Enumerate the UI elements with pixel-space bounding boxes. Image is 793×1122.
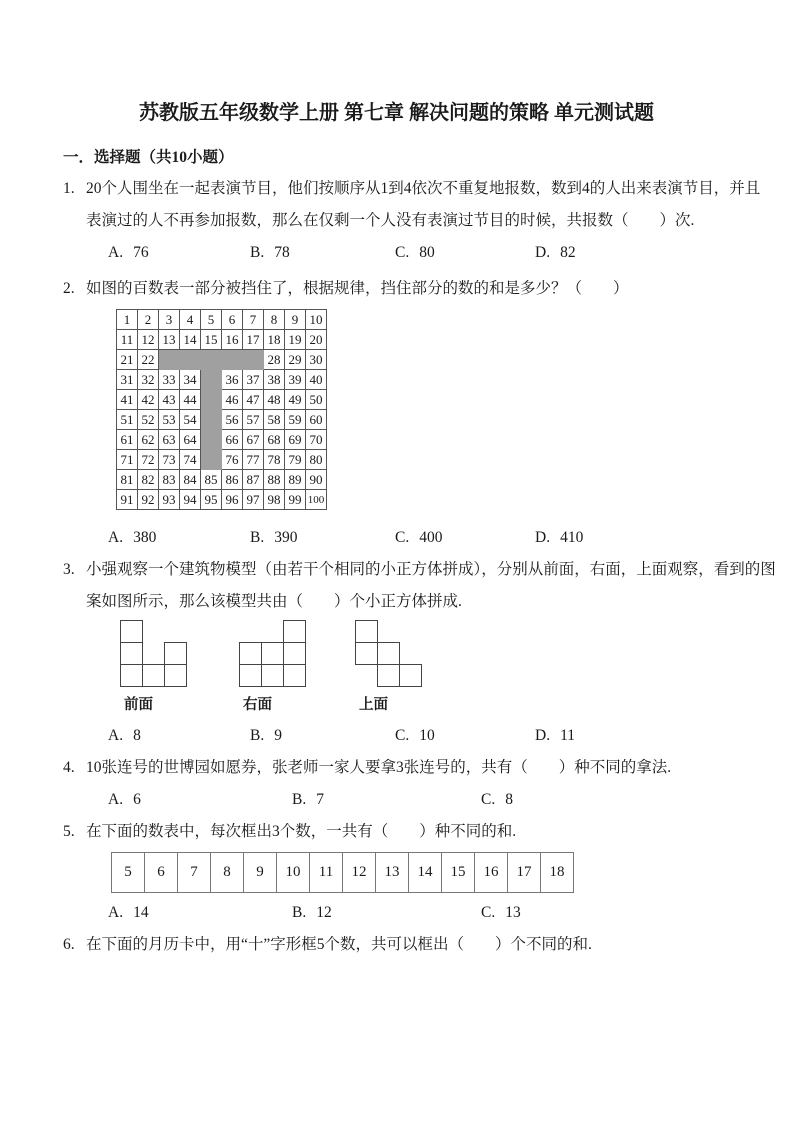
option-c xyxy=(481,897,521,929)
option-c xyxy=(395,522,535,554)
number-cell: 76 xyxy=(222,450,243,470)
number-cell: 19 xyxy=(285,330,306,350)
option-value: 380 xyxy=(133,529,157,546)
option-label: A. xyxy=(108,904,124,921)
view-square xyxy=(164,642,187,665)
number-cell: 95 xyxy=(201,490,222,510)
option-d xyxy=(535,720,575,752)
number-cell: 7 xyxy=(243,310,264,330)
strip-cell: 6 xyxy=(145,853,178,893)
covered-cell xyxy=(159,350,180,370)
question-text-line: 20个人围坐在一起表演节目，他们按顺序从1到4依次不重复地报数，数到4的人出来表演节目，并且 xyxy=(86,180,761,197)
number-cell: 90 xyxy=(306,470,327,490)
number-cell: 89 xyxy=(285,470,306,490)
question-text-line: 表演过的人不再参加报数，那么在仅剩一个人没有表演过节目的时候，共报数（ ）次. xyxy=(86,212,695,229)
option-label: B. xyxy=(292,791,307,808)
question-text-line: 案如图所示，那么该模型共由（ ）个小正方体拼成. xyxy=(86,593,462,610)
option-label: B. xyxy=(250,529,265,546)
number-cell: 42 xyxy=(138,390,159,410)
covered-cell xyxy=(222,350,243,370)
number-cell: 56 xyxy=(222,410,243,430)
question-number: 5. xyxy=(63,823,75,840)
number-cell: 18 xyxy=(264,330,285,350)
hundred-table-row xyxy=(117,330,327,350)
option-value: 7 xyxy=(316,791,324,808)
number-cell: 91 xyxy=(117,490,138,510)
number-cell: 1 xyxy=(117,310,138,330)
number-cell: 82 xyxy=(138,470,159,490)
strip-cell: 16 xyxy=(475,853,508,893)
option-label: D. xyxy=(535,244,551,261)
hundred-table-row xyxy=(117,390,327,410)
option-c xyxy=(395,237,535,269)
option-value: 80 xyxy=(419,244,435,261)
view-square xyxy=(239,664,262,687)
option-label: A. xyxy=(108,791,124,808)
option-value: 13 xyxy=(505,904,521,921)
view-square xyxy=(164,664,187,687)
option-value: 6 xyxy=(133,791,141,808)
number-cell: 37 xyxy=(243,370,264,390)
number-cell: 94 xyxy=(180,490,201,510)
number-cell: 83 xyxy=(159,470,180,490)
section-heading: 一．选择题（共10小题） xyxy=(63,149,234,166)
number-cell: 6 xyxy=(222,310,243,330)
page-title: 苏教版五年级数学上册 第七章 解决问题的策略 单元测试题 xyxy=(139,102,654,124)
strip-cell: 14 xyxy=(409,853,442,893)
number-cell: 12 xyxy=(138,330,159,350)
number-cell: 51 xyxy=(117,410,138,430)
number-cell: 47 xyxy=(243,390,264,410)
number-cell: 68 xyxy=(264,430,285,450)
covered-cell xyxy=(201,370,222,390)
view-shape xyxy=(239,620,307,688)
number-cell: 92 xyxy=(138,490,159,510)
number-cell: 14 xyxy=(180,330,201,350)
option-value: 400 xyxy=(419,529,443,546)
view-square xyxy=(142,664,165,687)
covered-cell xyxy=(201,450,222,470)
number-cell: 79 xyxy=(285,450,306,470)
hundred-table-row xyxy=(117,310,327,330)
number-cell: 57 xyxy=(243,410,264,430)
number-cell: 98 xyxy=(264,490,285,510)
number-cell: 30 xyxy=(306,350,327,370)
number-cell: 61 xyxy=(117,430,138,450)
question-text-line: 在下面的数表中，每次框出3个数，一共有（ ）种不同的和. xyxy=(86,823,517,840)
number-cell: 85 xyxy=(201,470,222,490)
number-cell: 93 xyxy=(159,490,180,510)
option-label: C. xyxy=(481,791,496,808)
number-cell: 29 xyxy=(285,350,306,370)
number-cell: 39 xyxy=(285,370,306,390)
question-number: 6. xyxy=(63,936,75,953)
strip-cell: 12 xyxy=(343,853,376,893)
strip-cell: 11 xyxy=(310,853,343,893)
option-d xyxy=(535,237,576,269)
three-views-figure xyxy=(86,620,753,714)
number-cell: 3 xyxy=(159,310,180,330)
view-square xyxy=(283,642,306,665)
option-label: B. xyxy=(250,244,265,261)
view-label: 前面 xyxy=(124,697,153,713)
option-d xyxy=(535,522,583,554)
option-a xyxy=(108,784,292,816)
question-text-line: 如图的百数表一部分被挡住了，根据规律，挡住部分的数的和是多少？（ ） xyxy=(86,280,629,297)
view-square xyxy=(120,620,143,643)
question-number: 3. xyxy=(63,561,75,578)
covered-cell xyxy=(180,350,201,370)
number-cell: 52 xyxy=(138,410,159,430)
number-cell: 48 xyxy=(264,390,285,410)
option-value: 410 xyxy=(560,529,584,546)
option-a xyxy=(108,237,250,269)
option-value: 78 xyxy=(274,244,290,261)
number-cell: 78 xyxy=(264,450,285,470)
options-row xyxy=(86,522,753,554)
covered-cell xyxy=(201,390,222,410)
question-5 xyxy=(63,816,753,929)
option-value: 11 xyxy=(560,727,576,744)
hundred-table-row xyxy=(117,350,327,370)
number-cell: 73 xyxy=(159,450,180,470)
option-label: A. xyxy=(108,727,124,744)
strip-cell: 8 xyxy=(211,853,244,893)
number-cell: 15 xyxy=(201,330,222,350)
covered-cell xyxy=(201,350,222,370)
view-square xyxy=(283,664,306,687)
option-value: 8 xyxy=(133,727,141,744)
option-value: 76 xyxy=(133,244,149,261)
number-cell: 40 xyxy=(306,370,327,390)
covered-cell xyxy=(201,430,222,450)
option-c xyxy=(481,784,513,816)
option-value: 10 xyxy=(419,727,435,744)
option-value: 9 xyxy=(274,727,282,744)
view-square xyxy=(261,642,284,665)
number-cell: 63 xyxy=(159,430,180,450)
view-square xyxy=(377,664,400,687)
view-square xyxy=(377,642,400,665)
number-cell: 32 xyxy=(138,370,159,390)
option-label: D. xyxy=(535,529,551,546)
hundred-table-row xyxy=(117,370,327,390)
hundred-table-row xyxy=(117,450,327,470)
number-cell: 4 xyxy=(180,310,201,330)
options-row xyxy=(86,237,753,269)
number-cell: 22 xyxy=(138,350,159,370)
number-cell: 67 xyxy=(243,430,264,450)
number-cell: 34 xyxy=(180,370,201,390)
number-cell: 17 xyxy=(243,330,264,350)
view-shape xyxy=(120,620,188,688)
number-cell: 44 xyxy=(180,390,201,410)
strip-cell: 5 xyxy=(112,853,145,893)
number-cell: 62 xyxy=(138,430,159,450)
option-label: B. xyxy=(292,904,307,921)
option-value: 82 xyxy=(560,244,576,261)
number-cell: 80 xyxy=(306,450,327,470)
number-cell: 77 xyxy=(243,450,264,470)
option-label: C. xyxy=(481,904,496,921)
number-cell: 41 xyxy=(117,390,138,410)
option-a xyxy=(108,522,250,554)
option-b xyxy=(292,897,481,929)
view-label: 上面 xyxy=(359,697,388,713)
number-cell: 33 xyxy=(159,370,180,390)
option-label: D. xyxy=(535,727,551,744)
number-cell: 13 xyxy=(159,330,180,350)
options-row xyxy=(86,720,753,752)
number-cell: 50 xyxy=(306,390,327,410)
option-b xyxy=(250,237,395,269)
strip-cell: 7 xyxy=(178,853,211,893)
option-a xyxy=(108,720,250,752)
covered-cell xyxy=(243,350,264,370)
number-cell: 2 xyxy=(138,310,159,330)
number-cell: 74 xyxy=(180,450,201,470)
number-cell: 11 xyxy=(117,330,138,350)
number-cell: 16 xyxy=(222,330,243,350)
number-cell: 59 xyxy=(285,410,306,430)
number-cell: 9 xyxy=(285,310,306,330)
question-3 xyxy=(63,554,776,752)
question-6 xyxy=(63,929,753,961)
number-cell: 97 xyxy=(243,490,264,510)
view-shape xyxy=(355,620,423,688)
question-1 xyxy=(63,173,761,269)
number-cell: 28 xyxy=(264,350,285,370)
number-cell: 64 xyxy=(180,430,201,450)
number-strip-row xyxy=(112,853,574,893)
question-number: 2. xyxy=(63,280,75,297)
strip-cell: 13 xyxy=(376,853,409,893)
number-cell: 60 xyxy=(306,410,327,430)
option-a xyxy=(108,897,292,929)
options-row xyxy=(86,897,753,929)
hundred-table-row xyxy=(117,490,327,510)
view-square xyxy=(283,620,306,643)
number-cell: 69 xyxy=(285,430,306,450)
number-cell: 36 xyxy=(222,370,243,390)
view-label: 右面 xyxy=(243,697,272,713)
view-square xyxy=(120,664,143,687)
number-cell: 99 xyxy=(285,490,306,510)
option-value: 390 xyxy=(274,529,298,546)
view-square xyxy=(355,620,378,643)
option-c xyxy=(395,720,535,752)
number-cell: 31 xyxy=(117,370,138,390)
number-cell: 71 xyxy=(117,450,138,470)
number-cell: 96 xyxy=(222,490,243,510)
view-square xyxy=(261,664,284,687)
question-text-line: 10张连号的世博园如愿券，张老师一家人要拿3张连号的，共有（ ）种不同的拿法. xyxy=(86,759,672,776)
number-strip-figure xyxy=(86,852,753,893)
hundred-number-table xyxy=(116,309,327,510)
strip-cell: 17 xyxy=(508,853,541,893)
option-label: A. xyxy=(108,529,124,546)
strip-cell: 9 xyxy=(244,853,277,893)
number-cell: 53 xyxy=(159,410,180,430)
strip-cell: 10 xyxy=(277,853,310,893)
options-row xyxy=(86,784,753,816)
view-block xyxy=(239,620,307,714)
number-cell: 87 xyxy=(243,470,264,490)
hundred-table-row xyxy=(117,430,327,450)
number-cell: 86 xyxy=(222,470,243,490)
hundred-table-row xyxy=(117,470,327,490)
number-cell: 21 xyxy=(117,350,138,370)
number-cell: 66 xyxy=(222,430,243,450)
option-label: A. xyxy=(108,244,124,261)
question-4 xyxy=(63,752,753,816)
number-cell: 10 xyxy=(306,310,327,330)
hundred-table-row xyxy=(117,410,327,430)
number-cell: 49 xyxy=(285,390,306,410)
number-cell: 5 xyxy=(201,310,222,330)
number-cell: 72 xyxy=(138,450,159,470)
strip-cell: 15 xyxy=(442,853,475,893)
number-cell: 38 xyxy=(264,370,285,390)
content-area xyxy=(63,145,776,961)
option-value: 14 xyxy=(133,904,149,921)
number-cell: 58 xyxy=(264,410,285,430)
question-2 xyxy=(63,273,753,554)
question-number: 1. xyxy=(63,180,75,197)
question-number: 4. xyxy=(63,759,75,776)
option-value: 12 xyxy=(316,904,332,921)
number-cell: 81 xyxy=(117,470,138,490)
number-cell: 54 xyxy=(180,410,201,430)
view-square xyxy=(239,642,262,665)
number-cell: 88 xyxy=(264,470,285,490)
strip-cell: 18 xyxy=(541,853,574,893)
view-square xyxy=(120,642,143,665)
option-b xyxy=(292,784,481,816)
question-text-line: 小强观察一个建筑物模型（由若干个相同的小正方体拼成），分别从前面，右面，上面观察，看到的图 xyxy=(86,561,776,578)
view-block xyxy=(355,620,423,714)
option-label: B. xyxy=(250,727,265,744)
option-label: C. xyxy=(395,244,410,261)
number-cell: 100 xyxy=(306,490,327,510)
option-b xyxy=(250,522,395,554)
option-value: 8 xyxy=(505,791,513,808)
view-block xyxy=(120,620,188,714)
view-square xyxy=(399,664,422,687)
number-cell: 20 xyxy=(306,330,327,350)
number-cell: 43 xyxy=(159,390,180,410)
number-cell: 70 xyxy=(306,430,327,450)
number-strip xyxy=(111,852,574,893)
covered-cell xyxy=(201,410,222,430)
number-cell: 8 xyxy=(264,310,285,330)
option-label: C. xyxy=(395,727,410,744)
hundred-number-table-figure xyxy=(116,309,753,510)
option-b xyxy=(250,720,395,752)
number-cell: 84 xyxy=(180,470,201,490)
question-text-line: 在下面的月历卡中，用“十”字形框5个数，共可以框出（ ）个不同的和. xyxy=(86,936,592,953)
number-cell: 46 xyxy=(222,390,243,410)
view-square xyxy=(355,642,378,665)
option-label: C. xyxy=(395,529,410,546)
